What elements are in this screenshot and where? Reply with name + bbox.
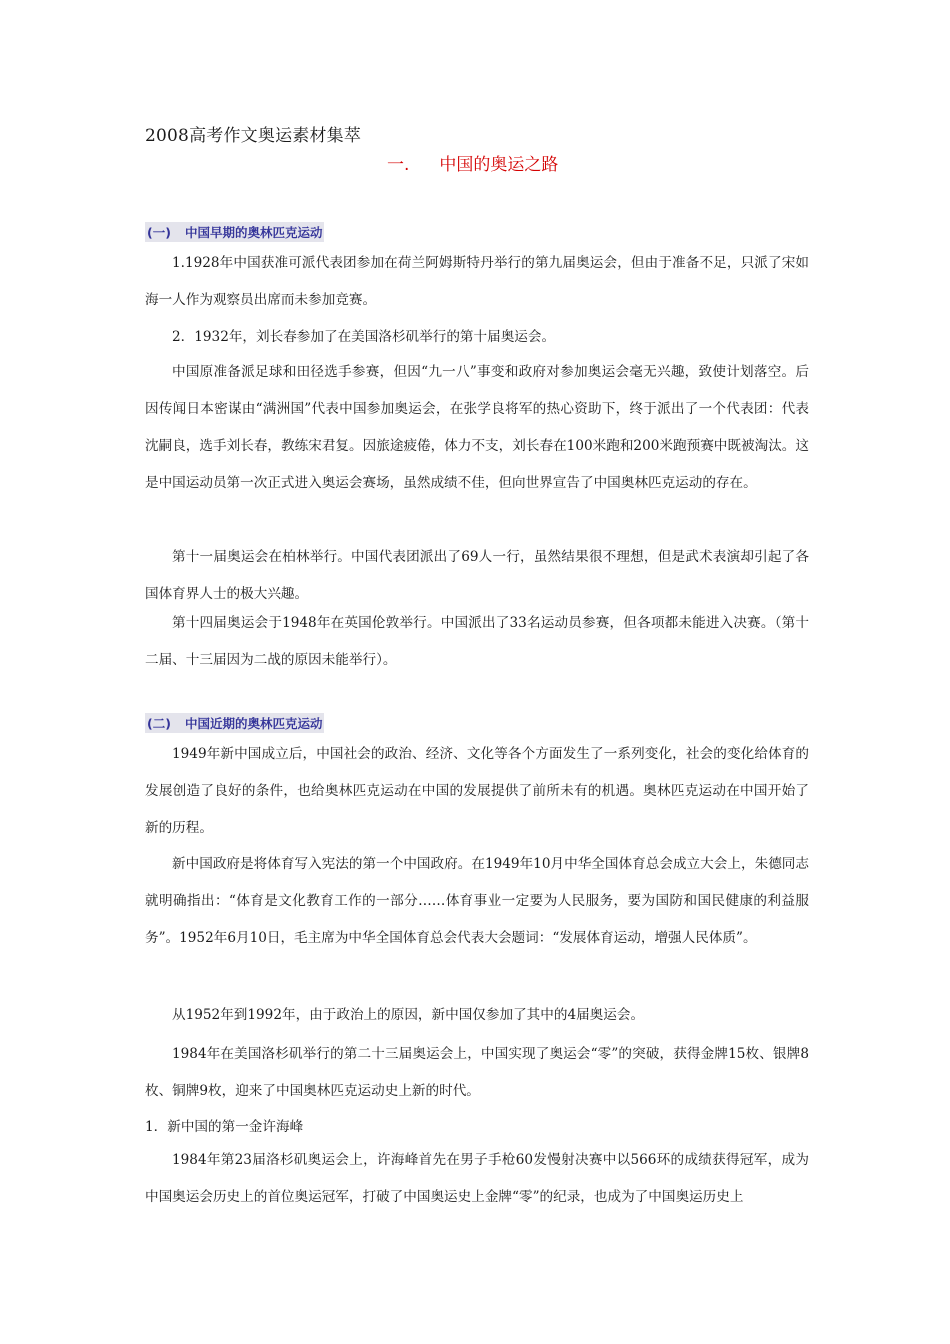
paragraph: 中国原准备派足球和田径选手参赛，但因“九一八”事变和政府对参加奥运会毫无兴趣，致使计划落空。后因传闻日本密谋由“满洲国”代表中国参加奥运会，在张学良将军的热心资助下，终于派出了一个代表团：代表沈嗣良，选手刘长春，教练宋君复。因旅途疲倦，体力不支，刘长春在100米跑和200米跑预赛中既被淘汰。这是中国运动员第一次正式进入奥运会赛场，虽然成绩不佳，但向世界宣告了中国奥林匹克运动的存在。 bbox=[145, 364, 809, 491]
chapter-heading bbox=[387, 150, 558, 175]
chapter-title: 中国的奥运之路 bbox=[439, 155, 559, 175]
paragraph: 新中国政府是将体育写入宪法的第一个中国政府。在1949年10月中华全国体育总会成立大会上，朱德同志就明确指出：“体育是文化教育工作的一部分……体育事业一定要为人民服务，要为国防和国民健康的利益服务”。1952年6月10日，毛主席为中华全国体育总会代表大会题词：“发展体育运动，增强人民体质”。 bbox=[145, 856, 809, 946]
paragraph: 1949年新中国成立后，中国社会的政治、经济、文化等各个方面发生了一系列变化，社会的变化给体育的发展创造了良好的条件，也给奥林匹克运动在中国的发展提供了前所未有的机遇。奥林匹克运动在中国开始了新的历程。 bbox=[145, 746, 809, 836]
chapter-number: 一. bbox=[387, 155, 410, 175]
section-number: (二) bbox=[147, 716, 171, 731]
paragraph: 第十四届奥运会于1948年在英国伦敦举行。中国派出了33名运动员参赛，但各项都未能进入决赛。（第十二届、十三届因为二战的原因未能举行）。 bbox=[145, 615, 809, 668]
section-title: 中国早期的奥林匹克运动 bbox=[184, 225, 323, 240]
paragraph: 从1952年到1992年，由于政治上的原因，新中国仅参加了其中的4届奥运会。 bbox=[172, 1007, 645, 1023]
paragraph: 1.1928年中国获准可派代表团参加在荷兰阿姆斯特丹举行的第九届奥运会，但由于准备不足，只派了宋如海一人作为观察员出席而未参加竞赛。 bbox=[145, 255, 809, 308]
paragraph: 1984年第23届洛杉矶奥运会上，许海峰首先在男子手枪60发慢射决赛中以566环的成绩获得冠军，成为中国奥运会历史上的首位奥运冠军，打破了中国奥运史上金牌“零”的纪录，也成为了中国奥运历史上 bbox=[145, 1152, 809, 1205]
document-title: 2008高考作文奥运素材集萃 bbox=[145, 126, 362, 146]
section-number: (一) bbox=[147, 225, 171, 240]
section-title: 中国近期的奥林匹克运动 bbox=[184, 716, 323, 731]
section-heading-2 bbox=[145, 713, 324, 733]
paragraph: 第十一届奥运会在柏林举行。中国代表团派出了69人一行，虽然结果很不理想，但是武术表演却引起了各国体育界人士的极大兴趣。 bbox=[145, 549, 809, 602]
paragraph: 1984年在美国洛杉矶举行的第二十三届奥运会上，中国实现了奥运会“零”的突破，获得金牌15枚、银牌8枚、铜牌9枚，迎来了中国奥林匹克运动史上新的时代。 bbox=[145, 1046, 809, 1099]
paragraph: 2．1932年，刘长春参加了在美国洛杉矶举行的第十届奥运会。 bbox=[172, 329, 556, 345]
section-heading-1 bbox=[145, 222, 324, 242]
list-heading: 1．新中国的第一金许海峰 bbox=[145, 1119, 304, 1135]
